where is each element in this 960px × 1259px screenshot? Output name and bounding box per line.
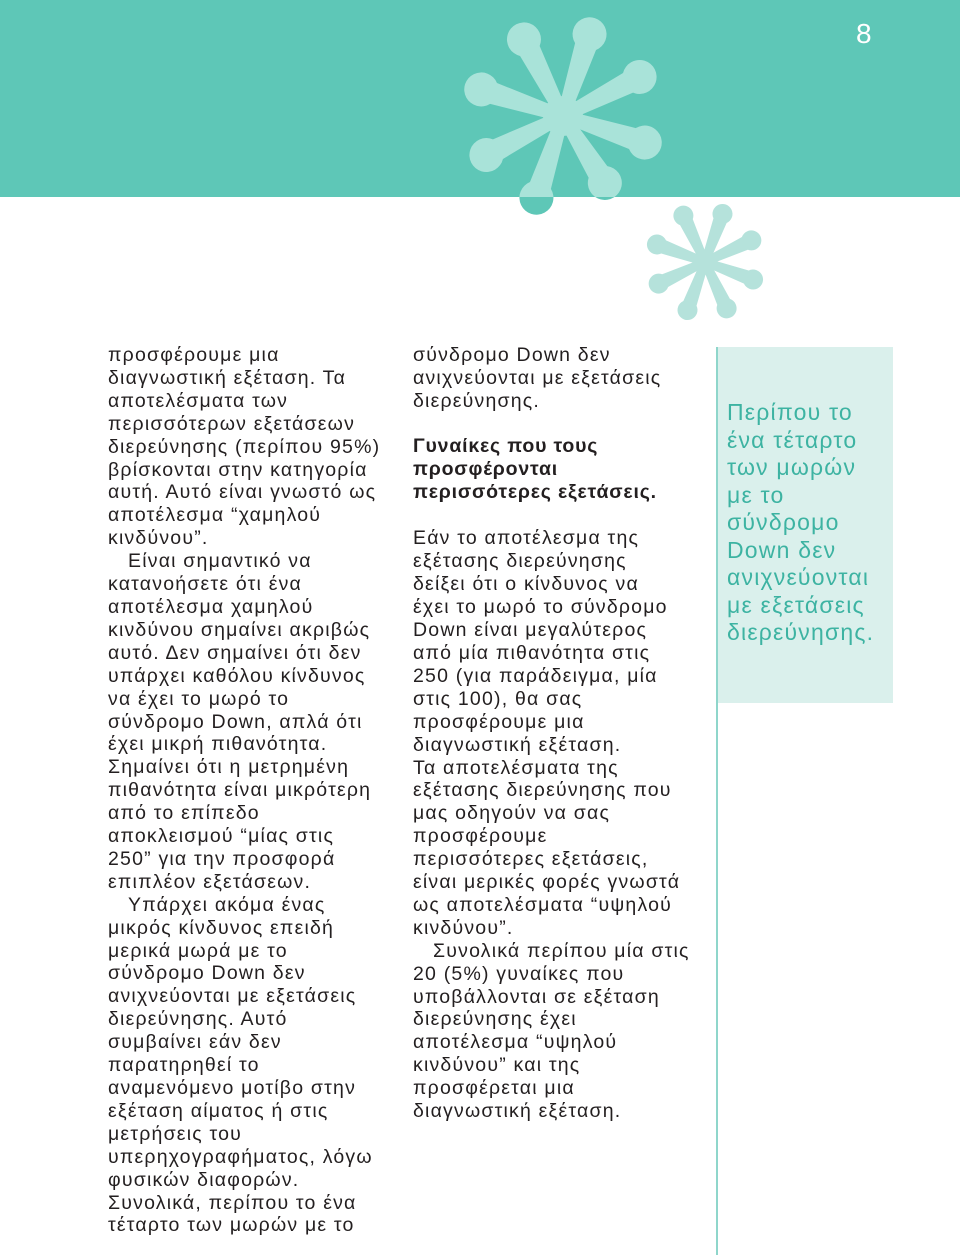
pull-quote-box xyxy=(718,347,893,703)
text-line: Down είναι μεγαλύτερος xyxy=(413,619,648,642)
text-line: φυσικών διαφορών. xyxy=(108,1168,300,1191)
pull-quote-line: ένα τέταρτο xyxy=(727,426,858,453)
text-line: κινδύνου”. xyxy=(108,527,209,550)
text-line: Εάν το αποτέλεσμα της xyxy=(413,527,640,550)
paragraph xyxy=(108,894,398,1238)
section-heading xyxy=(413,435,708,504)
middle-column xyxy=(413,344,708,1123)
text-line: διερεύνησης. xyxy=(413,389,541,412)
text-line: πιθανότητα είναι μικρότερη xyxy=(108,779,372,802)
pull-quote-line: των μωρών xyxy=(727,454,857,480)
paragraph xyxy=(413,757,708,940)
text-line: από μία πιθανότητα στις xyxy=(413,641,651,664)
text-line: εξέτασης διερεύνησης xyxy=(413,550,627,573)
heading-line: προσφέρονται xyxy=(413,457,558,480)
text-line: αποτέλεσμα “υψηλού xyxy=(413,1031,618,1054)
text-line: αποτέλεσμα “χαμηλού xyxy=(108,504,322,527)
text-line: αποτέλεσμα χαμηλού xyxy=(108,595,314,618)
text-line: σύνδρομο Down, απλά ότι xyxy=(108,710,363,733)
text-line: διερεύνησης έχει xyxy=(413,1008,577,1031)
text-line: 250” για την προσφορά xyxy=(108,847,336,870)
text-line: περισσότερων εξετάσεων xyxy=(108,412,356,435)
text-line: υπάρχει καθόλου κίνδυνος xyxy=(108,664,366,687)
text-line: μικρός κίνδυνος επειδή xyxy=(108,916,335,939)
pull-quote xyxy=(727,399,874,647)
text-line: διαγνωστική εξέταση. Τα xyxy=(108,366,347,389)
text-line: αυτή. Αυτό είναι γνωστό ως xyxy=(108,481,377,504)
pull-quote-line: Down δεν xyxy=(727,536,837,563)
text-line: ανιχνεύονται με εξετάσεις xyxy=(108,985,357,1008)
left-column xyxy=(108,344,398,1237)
text-line: μερικά μωρά με το xyxy=(108,939,288,962)
text-line: δείξει ότι ο κίνδυνος να xyxy=(413,573,639,596)
text-line: έχει το μωρό το σύνδρομο xyxy=(413,596,668,619)
text-line: προσφέρεται μια xyxy=(413,1077,575,1100)
text-line: αναμενόμενο μοτίβο στην xyxy=(108,1077,357,1099)
heading-line: περισσότερες εξετάσεις. xyxy=(413,480,657,503)
text-line: προσφέρουμε μια xyxy=(108,344,280,366)
pull-quote-line: σύνδρομο xyxy=(727,509,840,535)
text-line: σύνδρομο Down δεν xyxy=(413,344,611,366)
pull-quote-line: διερεύνησης. xyxy=(727,619,875,645)
text-line: Είναι σημαντικό να xyxy=(128,550,312,573)
text-line: αποκλεισμού “μίας στις xyxy=(108,825,335,848)
text-line: Υπάρχει ακόμα ένας xyxy=(128,893,326,916)
text-line: έχει μικρή πιθανότητα. xyxy=(108,733,328,756)
text-line: 20 (5%) γυναίκες που xyxy=(413,962,625,985)
text-line: κατανοήσετε ότι ένα xyxy=(108,573,303,596)
text-line: μετρήσεις του xyxy=(108,1122,242,1145)
text-line: διερεύνησης. Αυτό xyxy=(108,1008,288,1031)
paragraph xyxy=(108,344,398,550)
text-line: εξέταση αίματος ή στις xyxy=(108,1099,329,1122)
paragraph xyxy=(108,550,398,894)
text-line: ως αποτελέσματα “υψηλού xyxy=(413,893,673,916)
text-line: τέταρτο των μωρών με το xyxy=(108,1214,355,1237)
text-line: Συνολικά, περίπου το ένα xyxy=(108,1191,357,1214)
text-line: προσφέρουμε xyxy=(413,825,548,848)
text-line: υπερηχογραφήματος, λόγω xyxy=(108,1145,373,1168)
text-line: διαγνωστική εξέταση. xyxy=(413,1100,622,1123)
heading-line: Γυναίκες που τους xyxy=(413,434,599,457)
pull-quote-line: ανιχνεύονται xyxy=(727,564,870,590)
text-line: διερεύνησης (περίπου 95%) xyxy=(108,435,381,458)
text-line: στις 100), θα σας xyxy=(413,687,583,710)
text-line: διαγνωστική εξέταση. xyxy=(413,733,622,756)
paragraph xyxy=(413,344,708,413)
page-number: 8 xyxy=(856,18,872,49)
text-line: περισσότερες εξετάσεις, xyxy=(413,848,649,871)
text-line: αυτό. Δεν σημαίνει ότι δεν xyxy=(108,641,362,664)
pull-quote-line: με εξετάσεις xyxy=(727,591,865,618)
text-line: κινδύνου σημαίνει ακριβώς xyxy=(108,618,371,641)
text-line: προσφέρουμε μια xyxy=(413,710,585,733)
text-line: είναι μερικές φορές γνωστά xyxy=(413,871,681,894)
text-line: 250 (για παράδειγμα, μία xyxy=(413,664,658,687)
paragraph xyxy=(413,940,708,1123)
text-line: σύνδρομο Down δεν xyxy=(108,962,306,985)
text-line: υποβάλλονται σε εξέταση xyxy=(413,985,660,1008)
text-line: αποτελέσματα των xyxy=(108,389,289,412)
header-artwork xyxy=(0,0,960,340)
text-line: συμβαίνει εάν δεν xyxy=(108,1031,282,1054)
text-line: εξέτασης διερεύνησης που xyxy=(413,779,672,802)
text-line: μας οδηγούν να σας xyxy=(413,802,611,825)
pull-quote-line: με το xyxy=(727,481,785,508)
flower-decoration-icon xyxy=(644,201,766,323)
text-line: βρίσκονται στην κατηγορία xyxy=(108,458,368,481)
text-line: να έχει το μωρό το xyxy=(108,687,290,710)
text-line: παρατηρηθεί το xyxy=(108,1054,260,1077)
text-line: επιπλέον εξετάσεων. xyxy=(108,870,312,893)
text-line: ανιχνεύονται με εξετάσεις xyxy=(413,366,662,389)
text-line: κινδύνου”. xyxy=(413,916,514,939)
text-line: από το επίπεδο xyxy=(108,802,260,825)
pull-quote-line: Περίπου το xyxy=(727,399,853,425)
text-line: Σημαίνει ότι η μετρημένη xyxy=(108,756,350,779)
text-line: κινδύνου” και της xyxy=(413,1054,581,1077)
text-line: Τα αποτελέσματα της xyxy=(413,756,619,779)
paragraph xyxy=(413,527,708,756)
text-line: Συνολικά περίπου μία στις xyxy=(433,939,690,962)
